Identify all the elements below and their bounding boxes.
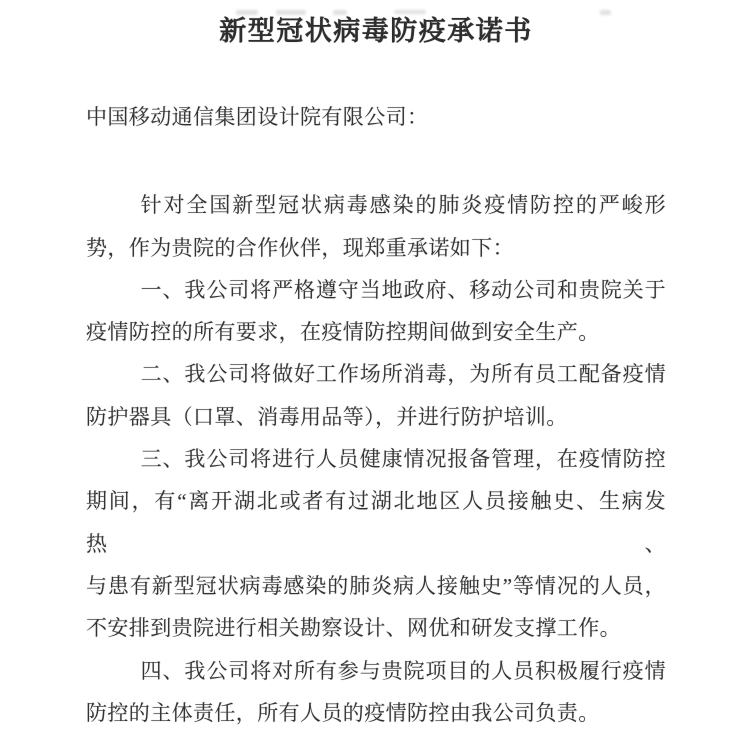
document-line: 三、我公司将进行人员健康情况报备管理，在疫情防控 — [140, 447, 666, 472]
document-line: 针对全国新型冠状病毒感染的肺炎疫情防控的严峻形 — [140, 193, 666, 218]
document-line: 四、我公司将对所有参与贵院项目的人员积极履行疫情 — [140, 658, 666, 683]
scan-artifact — [276, 10, 306, 15]
scan-artifact — [394, 10, 426, 14]
scan-artifact — [600, 10, 611, 15]
document-line: 防护器具（口罩、消毒用品等），并进行防护培训。 — [86, 404, 568, 429]
scan-artifact — [236, 10, 258, 15]
document-line: 二、我公司将做好工作场所消毒，为所有员工配备疫情 — [140, 362, 666, 387]
document-line: 疫情防控的所有要求，在疫情防控期间做到安全生产。 — [86, 320, 600, 345]
document-title: 新型冠状病毒防疫承诺书 — [219, 16, 533, 46]
scanned-document-page — [0, 10, 750, 725]
document-line: 防控的主体责任，所有人员的疫情防控由我公司负责。 — [86, 700, 600, 725]
document-line: 不安排到贵院进行相关勘察设计、网优和研发支撑工作。 — [86, 616, 621, 641]
document-body — [86, 184, 666, 734]
scan-artifact — [333, 10, 347, 15]
document-line: 势，作为贵院的合作伙伴，现郑重承诺如下： — [86, 235, 514, 260]
document-line: 与患有新型冠状病毒感染的肺炎病人接触史”等情况的人员， — [86, 573, 666, 598]
addressee-line: 中国移动通信集团设计院有限公司： — [86, 105, 429, 129]
document-line: 一、我公司将严格遵守当地政府、移动公司和贵院关于 — [140, 277, 666, 302]
document-line: 期间，有“离开湖北或者有过湖北地区人员接触史、生病发热、 — [86, 489, 666, 556]
